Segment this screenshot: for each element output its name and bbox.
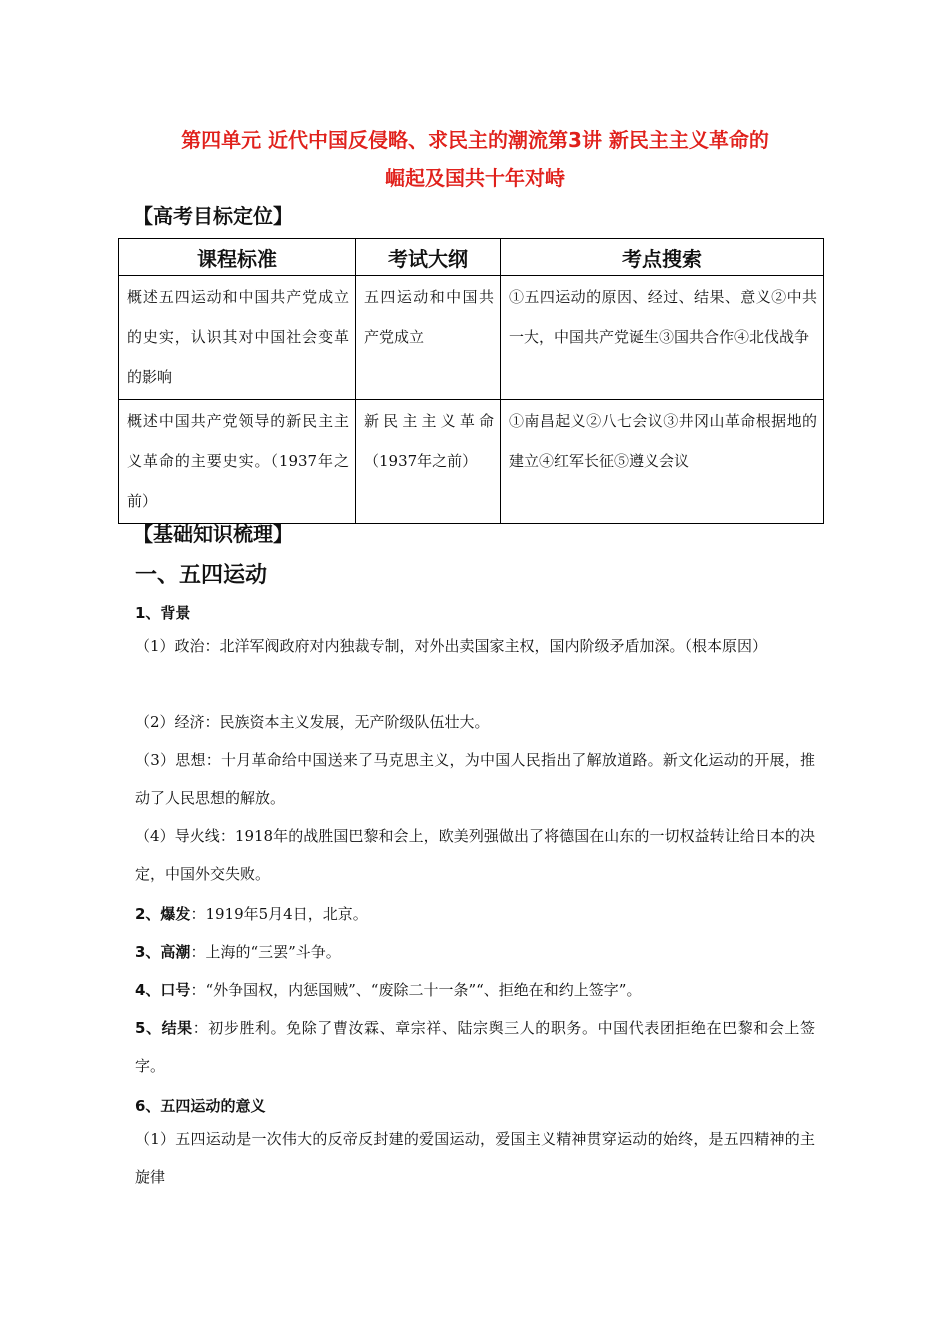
fact-label: 4、口号 [135, 981, 191, 999]
fact-line [135, 971, 815, 1009]
paragraph: （1）五四运动是一次伟大的反帝反封建的爱国运动，爱国主义精神贯穿运动的始终，是五四精神的主旋律 [135, 1130, 815, 1186]
title-line-1: 第四单元 近代中国反侵略、求民主的潮流第3讲 新民主主义革命的 [181, 128, 769, 152]
significance-heading: 6、五四运动的意义 [135, 1097, 266, 1115]
fact-line [135, 895, 815, 933]
paragraph: （3）思想：十月革命给中国送来了马克思主义，为中国人民指出了解放道路。新文化运动的开展，推动了人民思想的解放。 [135, 751, 815, 807]
table-row [119, 400, 824, 524]
table-cell: 五四运动和中国共产党成立 [356, 276, 501, 400]
table-cell: 新民主主义革命（1937年之前） [356, 400, 501, 524]
fact-text: ：上海的“三罢”斗争。 [190, 943, 341, 961]
title-line-2: 崛起及国共十年对峙 [385, 166, 565, 190]
fact-label: 5、结果 [135, 1019, 193, 1037]
paragraph: （2）经济：民族资本主义发展，无产阶级队伍壮大。 [135, 713, 490, 731]
fact-text: ：“外争国权，内惩国贼”、“废除二十一条”“、拒绝在和约上签字”。 [190, 981, 642, 999]
table-header: 课程标准 [119, 239, 356, 276]
table-header: 考试大纲 [356, 239, 501, 276]
chapter-heading: 一、五四运动 [135, 563, 268, 588]
fact-label: 3、高潮 [135, 943, 191, 961]
fact-line [135, 1009, 815, 1085]
table-cell: ①南昌起义②八七会议③井冈山革命根据地的建立④红军长征⑤遵义会议 [501, 400, 824, 524]
fact-text: ：初步胜利。免除了曹汝霖、章宗祥、陆宗舆三人的职务。中国代表团拒绝在巴黎和会上签字。 [135, 1019, 816, 1075]
table-header-row [119, 239, 824, 276]
target-table [118, 238, 824, 524]
table-header: 考点搜索 [501, 239, 824, 276]
table-cell: ①五四运动的原因、经过、结果、意义②中共一大，中国共产党诞生③国共合作④北伐战争 [501, 276, 824, 400]
table-row [119, 276, 824, 400]
section-knowledge: 【基础知识梳理】 [133, 522, 293, 546]
fact-label: 2、爆发 [135, 905, 191, 923]
fact-line [135, 933, 815, 971]
paragraph: （1）政治：北洋军阀政府对内独裁专制，对外出卖国家主权，国内阶级矛盾加深。（根本原因） [135, 637, 768, 655]
background-heading: 1、背景 [135, 604, 191, 622]
section-target: 【高考目标定位】 [133, 204, 293, 228]
table-cell: 概述五四运动和中国共产党成立的史实，认识其对中国社会变革的影响 [119, 276, 356, 400]
table-cell: 概述中国共产党领导的新民主主义革命的主要史实。（1937年之前） [119, 400, 356, 524]
fact-text: ：1919年5月4日，北京。 [190, 905, 368, 923]
paragraph: （4）导火线：1918年的战胜国巴黎和会上，欧美列强做出了将德国在山东的一切权益转让给日本的决定，中国外交失败。 [135, 827, 815, 883]
